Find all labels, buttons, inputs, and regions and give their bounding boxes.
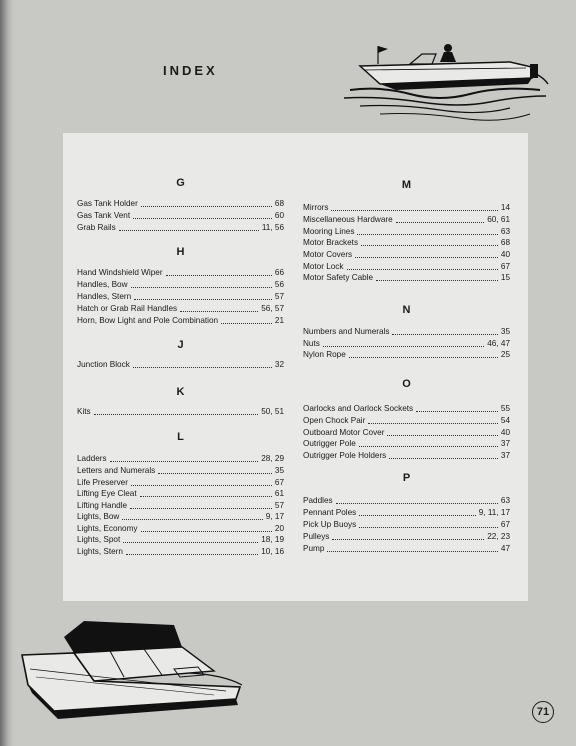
entry-pages: 68 [274, 199, 284, 208]
dot-leader [331, 210, 497, 211]
section-letter: G [176, 177, 185, 189]
dot-leader [110, 461, 259, 462]
cabin-cruiser-illustration [14, 615, 254, 725]
entry-pages: 63 [500, 227, 510, 236]
entry-pages: 54 [500, 416, 510, 425]
index-entry [303, 518, 510, 530]
dot-leader [396, 222, 485, 223]
dot-leader [133, 367, 272, 368]
dot-leader [130, 508, 272, 509]
entry-name: Outboard Motor Cover [303, 428, 385, 437]
entry-pages: 66 [274, 268, 284, 277]
index-entry [77, 405, 284, 417]
index-entry [77, 487, 284, 499]
entry-pages: 35 [274, 466, 284, 475]
entry-pages: 40 [500, 428, 510, 437]
index-entry [77, 452, 284, 464]
section-letter: K [176, 386, 185, 398]
entry-name: Pulleys [303, 532, 330, 541]
entry-pages: 11, 56 [261, 223, 284, 232]
entry-name: Lights, Spot [77, 535, 121, 544]
entry-pages: 20 [274, 524, 284, 533]
dot-leader [355, 257, 498, 258]
entry-name: Lights, Economy [77, 524, 138, 533]
index-entry [77, 278, 284, 290]
index-entry [77, 358, 284, 370]
dot-leader [123, 542, 258, 543]
dot-leader [131, 287, 272, 288]
index-entry [77, 209, 284, 221]
entry-pages: 9, 17 [265, 512, 284, 521]
entry-name: Letters and Numerals [77, 466, 156, 475]
entry-name: Motor Brackets [303, 238, 359, 247]
entry-name: Numbers and Numerals [303, 327, 390, 336]
entry-pages: 67 [274, 478, 284, 487]
dot-leader [131, 485, 272, 486]
entry-pages: 67 [500, 520, 510, 529]
dot-leader [126, 554, 258, 555]
dot-leader [180, 311, 258, 312]
dot-leader [389, 458, 498, 459]
entry-name: Outrigger Pole [303, 439, 356, 448]
page-number-badge: 71 [532, 701, 554, 723]
index-entry [77, 314, 284, 326]
entry-name: Junction Block [77, 360, 130, 369]
entry-name: Mirrors [303, 203, 329, 212]
dot-leader [140, 496, 272, 497]
dot-leader [392, 334, 497, 335]
entry-pages: 35 [500, 327, 510, 336]
dot-leader [323, 346, 484, 347]
dot-leader [376, 280, 498, 281]
entry-name: Lifting Eye Cleat [77, 489, 137, 498]
entry-name: Gas Tank Vent [77, 211, 131, 220]
entry-name: Lights, Bow [77, 512, 120, 521]
section-letter: N [402, 304, 411, 316]
entry-pages: 46, 47 [487, 339, 510, 348]
entry-name: Outrigger Pole Holders [303, 451, 387, 460]
entry-pages: 10, 16 [261, 547, 284, 556]
entry-name: Miscellaneous Hardware [303, 215, 393, 224]
dot-leader [122, 519, 262, 520]
entry-pages: 57 [274, 292, 284, 301]
entry-name: Gas Tank Holder [77, 199, 138, 208]
entry-pages: 21 [274, 316, 284, 325]
dot-leader [359, 527, 498, 528]
dot-leader [133, 218, 272, 219]
page-title: INDEX [163, 63, 218, 78]
index-entry [77, 197, 284, 209]
entry-name: Life Preserver [77, 478, 128, 487]
entry-pages: 40 [500, 250, 510, 259]
entry-name: Motor Covers [303, 250, 353, 259]
index-entry [77, 266, 284, 278]
dot-leader [416, 411, 498, 412]
dot-leader [134, 299, 272, 300]
entry-pages: 47 [500, 544, 510, 553]
entry-name: Lifting Handle [77, 501, 128, 510]
entry-pages: 57 [274, 501, 284, 510]
entry-name: Handles, Bow [77, 280, 128, 289]
entry-name: Horn, Bow Light and Pole Combination [77, 316, 219, 325]
index-entry [303, 325, 510, 337]
entry-pages: 37 [500, 439, 510, 448]
entry-pages: 56, 57 [261, 304, 284, 313]
entry-name: Motor Safety Cable [303, 273, 374, 282]
dot-leader [141, 206, 272, 207]
entry-name: Pennant Poles [303, 508, 357, 517]
dot-leader [361, 245, 498, 246]
entry-name: Paddles [303, 496, 333, 505]
speedboat-illustration [340, 38, 550, 123]
section-letter: P [402, 472, 411, 484]
section-letter: O [402, 378, 411, 390]
entry-name: Handles, Stern [77, 292, 132, 301]
section-letter: J [177, 339, 184, 351]
index-entry [303, 494, 510, 506]
dot-leader [387, 435, 497, 436]
entry-pages: 14 [500, 203, 510, 212]
index-entry [303, 542, 510, 554]
dot-leader [94, 414, 259, 415]
entry-pages: 22, 23 [487, 532, 510, 541]
dot-leader [119, 230, 259, 231]
dot-leader [359, 515, 475, 516]
dot-leader [327, 551, 498, 552]
index-entry [303, 449, 510, 461]
dot-leader [158, 473, 272, 474]
index-entry [77, 464, 284, 476]
entry-name: Oarlocks and Oarlock Sockets [303, 404, 414, 413]
index-entry [77, 290, 284, 302]
entry-name: Motor Lock [303, 262, 344, 271]
entry-pages: 60 [274, 211, 284, 220]
index-entry [77, 533, 284, 545]
entry-name: Ladders [77, 454, 107, 463]
index-entry [303, 248, 510, 260]
entry-pages: 9, 11, 17 [478, 508, 510, 517]
index-entry [77, 510, 284, 522]
dot-leader [349, 357, 498, 358]
entry-name: Pick Up Buoys [303, 520, 357, 529]
index-entry [303, 236, 510, 248]
entry-name: Nuts [303, 339, 320, 348]
index-entry [77, 221, 284, 233]
page-binding-shadow [0, 0, 14, 746]
entry-name: Hand Windshield Wiper [77, 268, 163, 277]
dot-leader [357, 234, 497, 235]
entry-name: Pump [303, 544, 325, 553]
dot-leader [166, 275, 272, 276]
section-letter: L [177, 431, 184, 443]
entry-name: Grab Rails [77, 223, 116, 232]
index-entry [303, 201, 510, 213]
entry-pages: 25 [500, 350, 510, 359]
index-entry [303, 213, 510, 225]
entry-pages: 50, 51 [261, 407, 284, 416]
entry-pages: 67 [500, 262, 510, 271]
dot-leader [368, 423, 498, 424]
index-entry [303, 414, 510, 426]
dot-leader [336, 503, 498, 504]
entry-pages: 63 [500, 496, 510, 505]
entry-name: Lights, Stern [77, 547, 123, 556]
entry-name: Hatch or Grab Rail Handles [77, 304, 178, 313]
index-entry [303, 402, 510, 414]
entry-pages: 56 [274, 280, 284, 289]
entry-pages: 18, 19 [261, 535, 284, 544]
dot-leader [221, 323, 272, 324]
index-entry [303, 437, 510, 449]
index-entry [303, 271, 510, 283]
entry-name: Nylon Rope [303, 350, 346, 359]
entry-name: Mooring Lines [303, 227, 355, 236]
dot-leader [141, 531, 272, 532]
section-letter: H [176, 246, 185, 258]
entry-pages: 61 [274, 489, 284, 498]
entry-name: Open Chock Pair [303, 416, 366, 425]
dot-leader [347, 269, 498, 270]
index-entry [303, 348, 510, 360]
entry-pages: 60, 61 [487, 215, 510, 224]
dot-leader [332, 539, 484, 540]
entry-pages: 37 [500, 451, 510, 460]
entry-name: Kits [77, 407, 91, 416]
index-entry [303, 530, 510, 542]
index-card [63, 133, 528, 601]
dot-leader [359, 446, 498, 447]
index-entry [303, 506, 510, 518]
entry-pages: 32 [274, 360, 284, 369]
index-entry [77, 302, 284, 314]
section-letter: M [401, 179, 412, 191]
entry-pages: 15 [500, 273, 510, 282]
entry-pages: 55 [500, 404, 510, 413]
entry-pages: 68 [500, 238, 510, 247]
index-entry [77, 545, 284, 557]
entry-pages: 28, 29 [261, 454, 284, 463]
